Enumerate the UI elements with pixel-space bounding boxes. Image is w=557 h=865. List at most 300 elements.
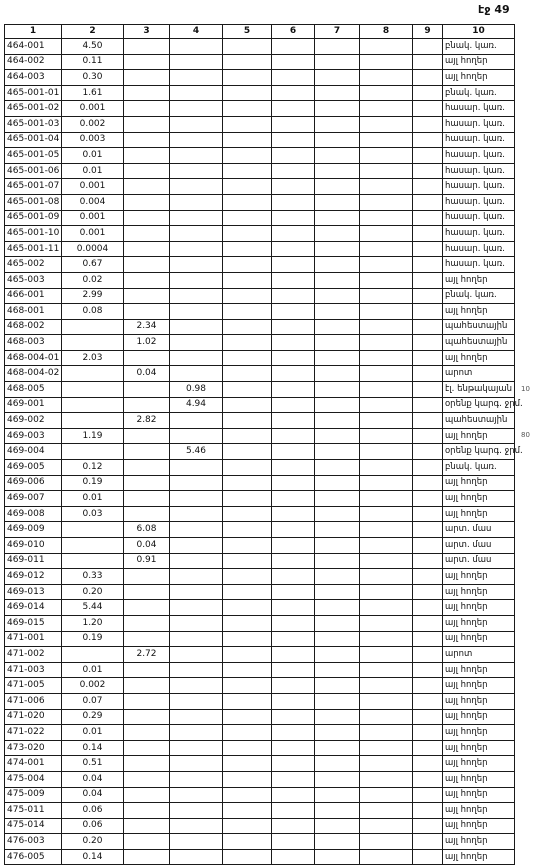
land-use-cell: այլ հողեր: [443, 615, 515, 631]
parcel-code-cell: 464-001: [5, 39, 62, 55]
empty-cell: [360, 818, 413, 834]
empty-cell: [360, 709, 413, 725]
land-use-cell: հասար. կառ.: [443, 101, 515, 117]
parcel-code-cell: 468-004-01: [5, 350, 62, 366]
empty-cell: [413, 288, 443, 304]
area-col2-cell: 0.03: [62, 506, 124, 522]
land-use-cell: արտ. մաս: [443, 522, 515, 538]
empty-cell: [223, 475, 272, 491]
land-use-cell: արոտ: [443, 647, 515, 663]
empty-cell: [360, 257, 413, 273]
empty-cell: [360, 678, 413, 694]
land-use-cell: այլ հողեր: [443, 569, 515, 585]
table-row: [5, 350, 515, 366]
empty-cell: [272, 382, 315, 398]
empty-cell: [315, 538, 360, 554]
land-use-cell: այլ հողեր: [443, 662, 515, 678]
empty-cell: [413, 132, 443, 148]
empty-cell: [413, 116, 443, 132]
empty-cell: [413, 163, 443, 179]
parcel-code-cell: 465-001-09: [5, 210, 62, 226]
area-col2-cell: 0.14: [62, 740, 124, 756]
empty-cell: [413, 210, 443, 226]
area-col3-cell: [124, 834, 170, 850]
table-row: [5, 569, 515, 585]
empty-cell: [413, 226, 443, 242]
parcel-code-cell: 465-001-06: [5, 163, 62, 179]
empty-cell: [223, 740, 272, 756]
parcel-code-cell: 465-001-05: [5, 148, 62, 164]
area-col2-cell: 0.06: [62, 803, 124, 819]
empty-cell: [272, 678, 315, 694]
table-row: [5, 678, 515, 694]
area-col2-cell: [62, 397, 124, 413]
empty-cell: [315, 70, 360, 86]
table-row: [5, 382, 515, 398]
empty-cell: [223, 163, 272, 179]
empty-cell: [223, 288, 272, 304]
parcel-code-cell: 469-013: [5, 584, 62, 600]
empty-cell: [315, 849, 360, 865]
area-col2-cell: 0.01: [62, 725, 124, 741]
empty-cell: [413, 771, 443, 787]
empty-cell: [315, 257, 360, 273]
empty-cell: [272, 693, 315, 709]
parcel-code-cell: 475-014: [5, 818, 62, 834]
area-col2-cell: 0.19: [62, 475, 124, 491]
area-col4-cell: 0.98: [170, 382, 223, 398]
empty-cell: [413, 522, 443, 538]
empty-cell: [360, 491, 413, 507]
area-col3-cell: [124, 54, 170, 70]
land-use-cell: այլ հողեր: [443, 756, 515, 772]
area-col3-cell: [124, 740, 170, 756]
parcel-code-cell: 476-003: [5, 834, 62, 850]
area-col3-cell: [124, 803, 170, 819]
margin-mark: 10: [521, 384, 530, 393]
land-use-cell: բնակ. կառ.: [443, 85, 515, 101]
area-col2-cell: 0.001: [62, 226, 124, 242]
table-row: [5, 39, 515, 55]
table-row: [5, 335, 515, 351]
empty-cell: [360, 475, 413, 491]
area-col3-cell: [124, 85, 170, 101]
table-row: [5, 428, 515, 444]
empty-cell: [272, 662, 315, 678]
empty-cell: [223, 818, 272, 834]
empty-cell: [223, 54, 272, 70]
table-row: [5, 319, 515, 335]
empty-cell: [223, 194, 272, 210]
area-col3-cell: [124, 662, 170, 678]
empty-cell: [315, 85, 360, 101]
empty-cell: [413, 304, 443, 320]
area-col4-cell: [170, 194, 223, 210]
empty-cell: [315, 397, 360, 413]
empty-cell: [223, 709, 272, 725]
parcel-code-cell: 465-003: [5, 272, 62, 288]
parcel-code-cell: 465-001-08: [5, 194, 62, 210]
parcel-code-cell: 469-005: [5, 460, 62, 476]
empty-cell: [413, 631, 443, 647]
parcel-code-cell: 469-014: [5, 600, 62, 616]
empty-cell: [223, 460, 272, 476]
empty-cell: [360, 849, 413, 865]
parcel-code-cell: 471-003: [5, 662, 62, 678]
empty-cell: [360, 725, 413, 741]
parcel-code-cell: 469-007: [5, 491, 62, 507]
area-col2-cell: 0.004: [62, 194, 124, 210]
empty-cell: [272, 304, 315, 320]
area-col2-cell: 0.002: [62, 678, 124, 694]
area-col2-cell: [62, 366, 124, 382]
area-col2-cell: 5.44: [62, 600, 124, 616]
empty-cell: [413, 600, 443, 616]
parcel-code-cell: 469-002: [5, 413, 62, 429]
empty-cell: [360, 569, 413, 585]
table-row: [5, 647, 515, 663]
parcel-code-cell: 469-011: [5, 553, 62, 569]
table-row: [5, 194, 515, 210]
empty-cell: [315, 818, 360, 834]
area-col4-cell: [170, 163, 223, 179]
empty-cell: [315, 444, 360, 460]
empty-cell: [223, 615, 272, 631]
empty-cell: [315, 116, 360, 132]
table-row: [5, 304, 515, 320]
area-col2-cell: 1.61: [62, 85, 124, 101]
table-row: [5, 241, 515, 257]
parcel-code-cell: 469-001: [5, 397, 62, 413]
table-row: [5, 491, 515, 507]
empty-cell: [315, 647, 360, 663]
empty-cell: [413, 366, 443, 382]
parcel-code-cell: 468-005: [5, 382, 62, 398]
empty-cell: [413, 460, 443, 476]
land-use-cell: այլ հողեր: [443, 709, 515, 725]
empty-cell: [223, 491, 272, 507]
parcel-code-cell: 466-001: [5, 288, 62, 304]
land-use-cell: հասար. կառ.: [443, 179, 515, 195]
table-row: [5, 631, 515, 647]
empty-cell: [315, 382, 360, 398]
empty-cell: [272, 475, 315, 491]
table-row: [5, 54, 515, 70]
empty-cell: [272, 460, 315, 476]
land-use-cell: արոտ: [443, 366, 515, 382]
table-row: [5, 366, 515, 382]
area-col4-cell: 4.94: [170, 397, 223, 413]
area-col4-cell: [170, 849, 223, 865]
land-use-cell: պահեստային: [443, 413, 515, 429]
empty-cell: [360, 771, 413, 787]
area-col3-cell: 0.04: [124, 538, 170, 554]
area-col4-cell: [170, 647, 223, 663]
empty-cell: [315, 803, 360, 819]
area-col4-cell: [170, 226, 223, 242]
land-use-cell: այլ հողեր: [443, 725, 515, 741]
empty-cell: [223, 506, 272, 522]
column-header-2: 2: [62, 25, 124, 39]
empty-cell: [223, 631, 272, 647]
area-col3-cell: [124, 163, 170, 179]
empty-cell: [272, 257, 315, 273]
empty-cell: [223, 304, 272, 320]
area-col3-cell: [124, 70, 170, 86]
area-col3-cell: 6.08: [124, 522, 170, 538]
area-col2-cell: 0.11: [62, 54, 124, 70]
empty-cell: [315, 179, 360, 195]
empty-cell: [413, 101, 443, 117]
parcel-code-cell: 475-011: [5, 803, 62, 819]
land-use-cell: այլ հողեր: [443, 818, 515, 834]
parcel-code-cell: 465-001-01: [5, 85, 62, 101]
empty-cell: [223, 444, 272, 460]
area-col3-cell: 2.34: [124, 319, 170, 335]
area-col4-cell: [170, 803, 223, 819]
empty-cell: [360, 132, 413, 148]
empty-cell: [315, 101, 360, 117]
empty-cell: [223, 693, 272, 709]
empty-cell: [413, 54, 443, 70]
empty-cell: [315, 631, 360, 647]
empty-cell: [360, 397, 413, 413]
empty-cell: [315, 350, 360, 366]
area-col2-cell: [62, 319, 124, 335]
area-col4-cell: [170, 693, 223, 709]
area-col4-cell: [170, 740, 223, 756]
area-col4-cell: [170, 101, 223, 117]
table-row: [5, 787, 515, 803]
empty-cell: [272, 849, 315, 865]
area-col3-cell: [124, 693, 170, 709]
empty-cell: [360, 553, 413, 569]
empty-cell: [360, 600, 413, 616]
empty-cell: [223, 725, 272, 741]
empty-cell: [223, 241, 272, 257]
empty-cell: [413, 849, 443, 865]
empty-cell: [223, 553, 272, 569]
table-body: [5, 39, 523, 865]
area-col2-cell: 1.20: [62, 615, 124, 631]
area-col2-cell: 0.30: [62, 70, 124, 86]
empty-cell: [413, 834, 443, 850]
empty-cell: [360, 506, 413, 522]
column-header-5: 5: [223, 25, 272, 39]
parcel-code-cell: 464-003: [5, 70, 62, 86]
parcel-code-cell: 473-020: [5, 740, 62, 756]
area-col3-cell: [124, 600, 170, 616]
empty-cell: [315, 54, 360, 70]
area-col2-cell: 0.07: [62, 693, 124, 709]
area-col3-cell: [124, 709, 170, 725]
table-row: [5, 85, 515, 101]
area-col4-cell: [170, 538, 223, 554]
area-col3-cell: [124, 179, 170, 195]
empty-cell: [223, 350, 272, 366]
empty-cell: [360, 803, 413, 819]
land-use-cell: պահեստային: [443, 335, 515, 351]
parcel-code-cell: 471-002: [5, 647, 62, 663]
empty-cell: [360, 148, 413, 164]
empty-cell: [223, 787, 272, 803]
parcel-code-cell: 475-004: [5, 771, 62, 787]
empty-cell: [360, 335, 413, 351]
land-parcel-table: [4, 24, 523, 865]
empty-cell: [413, 257, 443, 273]
empty-cell: [413, 335, 443, 351]
area-col2-cell: 0.12: [62, 460, 124, 476]
empty-cell: [272, 615, 315, 631]
area-col2-cell: 0.001: [62, 210, 124, 226]
empty-cell: [272, 506, 315, 522]
area-col2-cell: 2.99: [62, 288, 124, 304]
empty-cell: [360, 756, 413, 772]
area-col3-cell: [124, 615, 170, 631]
empty-cell: [315, 132, 360, 148]
empty-cell: [272, 148, 315, 164]
empty-cell: [272, 834, 315, 850]
parcel-code-cell: 471-005: [5, 678, 62, 694]
empty-cell: [413, 148, 443, 164]
land-use-cell: այլ հողեր: [443, 740, 515, 756]
empty-cell: [413, 615, 443, 631]
empty-cell: [360, 194, 413, 210]
table-row: [5, 413, 515, 429]
empty-cell: [360, 522, 413, 538]
empty-cell: [360, 288, 413, 304]
area-col2-cell: 0.0004: [62, 241, 124, 257]
area-col3-cell: [124, 210, 170, 226]
margin-mark: 80: [521, 431, 530, 440]
table-row: [5, 132, 515, 148]
area-col4-cell: [170, 241, 223, 257]
parcel-code-cell: 468-004-02: [5, 366, 62, 382]
empty-cell: [315, 148, 360, 164]
empty-cell: [413, 647, 443, 663]
area-col3-cell: [124, 101, 170, 117]
area-col2-cell: 0.002: [62, 116, 124, 132]
empty-cell: [413, 709, 443, 725]
land-use-cell: հասար. կառ.: [443, 116, 515, 132]
area-col4-cell: [170, 335, 223, 351]
empty-cell: [360, 39, 413, 55]
table-row: [5, 460, 515, 476]
area-col4-cell: 5.46: [170, 444, 223, 460]
area-col3-cell: [124, 631, 170, 647]
land-use-cell: հասար. կառ.: [443, 148, 515, 164]
area-col4-cell: [170, 787, 223, 803]
table-row: [5, 538, 515, 554]
empty-cell: [272, 413, 315, 429]
empty-cell: [413, 413, 443, 429]
table-row: [5, 553, 515, 569]
table-row: [5, 288, 515, 304]
empty-cell: [315, 210, 360, 226]
land-use-cell: հասար. կառ.: [443, 257, 515, 273]
parcel-code-cell: 471-022: [5, 725, 62, 741]
empty-cell: [360, 444, 413, 460]
table-row: [5, 210, 515, 226]
parcel-code-cell: 465-001-10: [5, 226, 62, 242]
empty-cell: [272, 116, 315, 132]
land-use-cell: հասար. կառ.: [443, 226, 515, 242]
area-col4-cell: [170, 584, 223, 600]
area-col2-cell: 0.29: [62, 709, 124, 725]
empty-cell: [315, 475, 360, 491]
land-use-cell: այլ հողեր: [443, 428, 515, 444]
empty-cell: [223, 148, 272, 164]
empty-cell: [315, 335, 360, 351]
land-use-cell: այլ հողեր: [443, 849, 515, 865]
area-col3-cell: [124, 725, 170, 741]
empty-cell: [223, 366, 272, 382]
land-use-cell: հասար. կառ.: [443, 132, 515, 148]
empty-cell: [413, 693, 443, 709]
empty-cell: [413, 39, 443, 55]
table-row: [5, 709, 515, 725]
area-col3-cell: [124, 226, 170, 242]
column-header-8: 8: [360, 25, 413, 39]
table-row: [5, 740, 515, 756]
empty-cell: [413, 475, 443, 491]
land-use-cell: այլ հողեր: [443, 771, 515, 787]
empty-cell: [272, 600, 315, 616]
empty-cell: [223, 70, 272, 86]
empty-cell: [360, 647, 413, 663]
empty-cell: [315, 787, 360, 803]
empty-cell: [315, 834, 360, 850]
empty-cell: [223, 647, 272, 663]
empty-cell: [413, 538, 443, 554]
empty-cell: [413, 194, 443, 210]
area-col4-cell: [170, 678, 223, 694]
empty-cell: [315, 226, 360, 242]
area-col4-cell: [170, 553, 223, 569]
empty-cell: [315, 163, 360, 179]
area-col4-cell: [170, 304, 223, 320]
area-col3-cell: [124, 569, 170, 585]
empty-cell: [413, 241, 443, 257]
area-col2-cell: 0.04: [62, 787, 124, 803]
empty-cell: [315, 366, 360, 382]
empty-cell: [272, 272, 315, 288]
area-col2-cell: 0.01: [62, 491, 124, 507]
area-col2-cell: 0.04: [62, 771, 124, 787]
land-use-cell: այլ հողեր: [443, 787, 515, 803]
area-col4-cell: [170, 709, 223, 725]
empty-cell: [272, 397, 315, 413]
parcel-code-cell: 475-009: [5, 787, 62, 803]
table-row: [5, 506, 515, 522]
table-row: [5, 163, 515, 179]
area-col3-cell: [124, 257, 170, 273]
area-col2-cell: [62, 335, 124, 351]
empty-cell: [272, 538, 315, 554]
area-col2-cell: 0.02: [62, 272, 124, 288]
area-col4-cell: [170, 522, 223, 538]
empty-cell: [360, 116, 413, 132]
empty-cell: [360, 210, 413, 226]
empty-cell: [413, 428, 443, 444]
empty-cell: [360, 740, 413, 756]
empty-cell: [272, 725, 315, 741]
parcel-code-cell: 469-006: [5, 475, 62, 491]
land-use-cell: այլ հողեր: [443, 803, 515, 819]
column-header-7: 7: [315, 25, 360, 39]
area-col3-cell: [124, 382, 170, 398]
empty-cell: [360, 460, 413, 476]
